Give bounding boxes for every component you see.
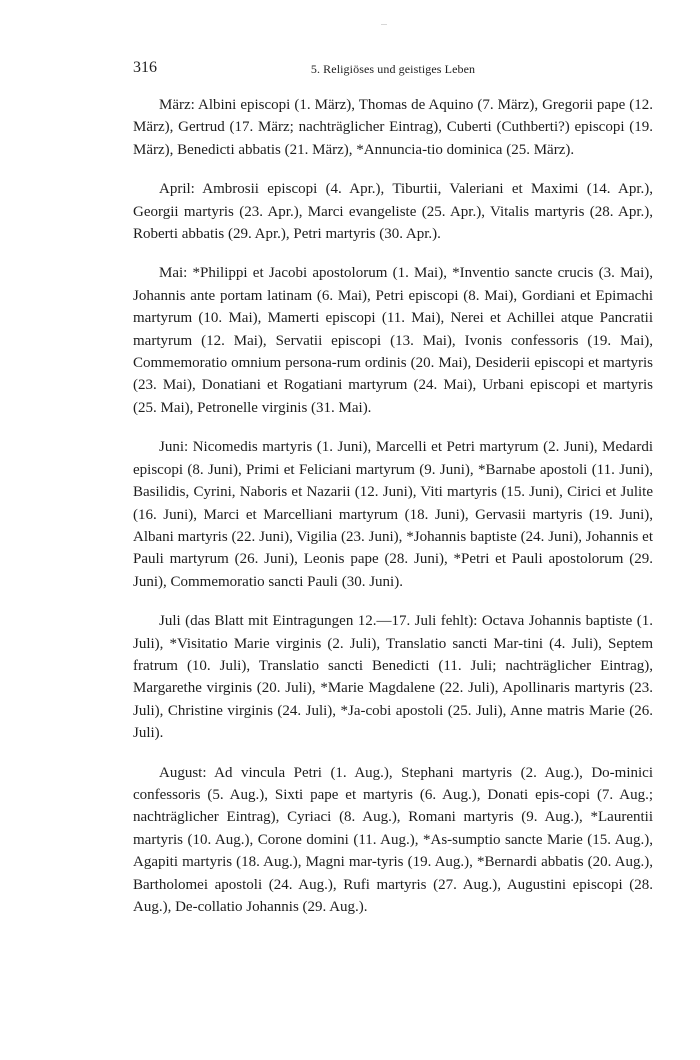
- page-number: 316: [133, 59, 157, 76]
- calendar-text: [133, 94, 653, 935]
- paragraph-maerz: März: Albini episcopi (1. März), Thomas de Aquino (7. März), Gregorii pape (12. März), Gertrud (17. März; nachträglicher Eintrag), Cuberti (Cuthberti?) episcopi (19. März), Benedicti abbatis (21. März), *Annuncia-tio dominica (25. März).: [133, 97, 653, 158]
- running-title: 5. Religiöses und geistiges Leben: [310, 62, 476, 76]
- top-edge-mark: [381, 24, 387, 25]
- paragraph-august: August: Ad vincula Petri (1. Aug.), Stephani martyris (2. Aug.), Do-minici confessoris (5. Aug.), Sixti pape et martyris (6. Aug.), Donati epis-copi (7. Aug.; nachträglicher Eintrag), Cyriaci (8. Aug.), Romani martyris (9. Aug.), *Laurentii martyris (10. Aug.), Corone domini (11. Aug.), *As-sumptio sancte Marie (15. Aug.), Agapiti martyris (18. Aug.), Magni mar-tyris (19. Aug.), *Bernardi abbatis (20. Aug.), Bartholomei apostoli (24. Aug.), Rufi martyris (27. Aug.), Augustini episcopi (28. Aug.), De-collatio Johannis (29. Aug.).: [133, 764, 653, 915]
- paragraph-mai: Mai: *Philippi et Jacobi apostolorum (1. Mai), *Inventio sancte crucis (3. Mai), Johannis ante portam latinam (6. Mai), Petri episcopi (8. Mai), Gordiani et Epimachi martyrum (10. Mai), Mamerti episcopi (11. Mai), Nerei et Achillei atque Pancratii martyrum (12. Mai), Servatii episcopi (13. Mai), Ivonis confessoris (19. Mai), Commemoratio omnium persona-rum ordinis (20. Mai), Desiderii episcopi et martyris (23. Mai), Donatiani et Rogatiani martyrum (24. Mai), Urbani episcopi et martyris (25. Mai), Petronelle virginis (31. Mai).: [133, 265, 653, 416]
- page-header: [133, 58, 653, 82]
- paragraph-juli: Juli (das Blatt mit Eintragungen 12.—17. Juli fehlt): Octava Johannis baptiste (1. Juli), *Visitatio Marie virginis (2. Juli), Translatio sancti Mar-tini (4. Juli), Septem fratrum (10. Juli), Translatio sancti Benedicti (11. Juli; nachträglicher Eintrag), Margarethe virginis (20. Juli), *Marie Magdalene (22. Juli), Apollinaris martyris (23. Juli), Christine virginis (24. Juli), *Ja-cobi apostoli (25. Juli), Anne matris Marie (26. Juli).: [133, 613, 653, 742]
- paragraph-juni: Juni: Nicomedis martyris (1. Juni), Marcelli et Petri martyrum (2. Juni), Medardi episcopi (8. Juni), Primi et Feliciani martyrum (9. Juni), *Barnabe apostoli (11. Juni), Basilidis, Cyrini, Naboris et Nazarii (12. Juni), Viti martyris (15. Juni), Cirici et Julite (16. Juni), Marci et Marcelliani martyrum (18. Juni), Gervasii martyris (19. Juni), Albani martyris (22. Juni), Vigilia (23. Juni), *Johannis baptiste (24. Juni), Johannis et Pauli martyrum (26. Juni), Leonis pape (28. Juni), *Petri et Pauli apostolorum (29. Juni), Commemoratio sancti Pauli (30. Juni).: [133, 439, 653, 590]
- paragraph-april: April: Ambrosii episcopi (4. Apr.), Tiburtii, Valeriani et Maximi (14. Apr.), Georgii martyris (23. Apr.), Marci evangeliste (25. Apr.), Vitalis martyris (28. Apr.), Roberti abbatis (29. Apr.), Petri martyris (30. Apr.).: [133, 181, 653, 243]
